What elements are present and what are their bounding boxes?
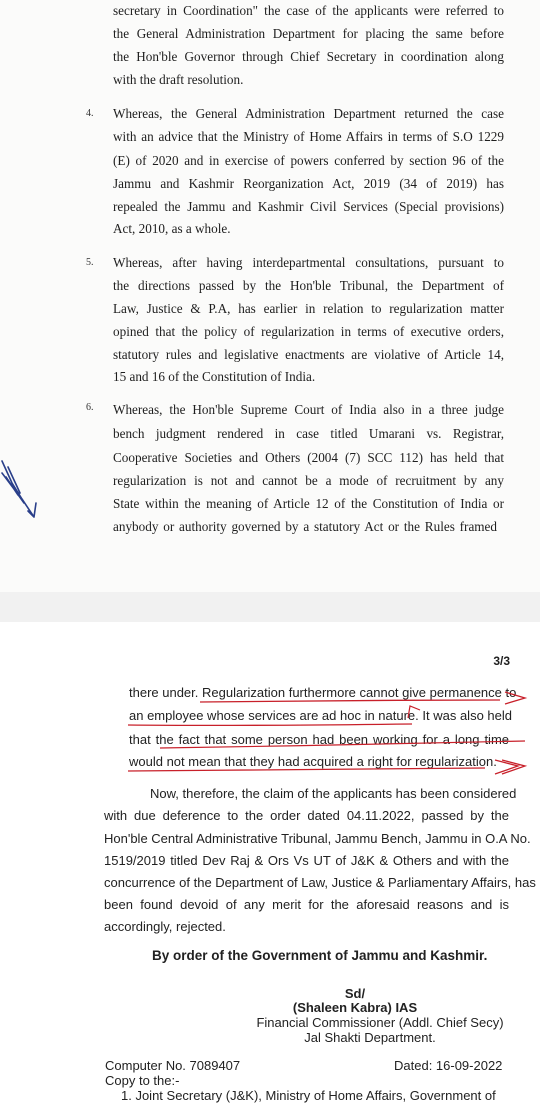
body-line: that the fact that some person had been working for a long time <box>129 732 509 747</box>
document-page-3 <box>0 622 540 1110</box>
body-line: Whereas, the General Administration Department returned the case <box>113 106 504 121</box>
body-line: accordingly, rejected. <box>104 919 226 934</box>
issue-date: Dated: 16-09-2022 <box>394 1058 503 1073</box>
body-line: with an advice that the Ministry of Home Affairs in terms of S.O 1229 <box>113 129 504 144</box>
body-line: 15 and 16 of the Constitution of India. <box>113 369 316 384</box>
paragraph-number: 6. <box>86 402 94 413</box>
body-line: Hon'ble Central Administrative Tribunal, Jammu Bench, Jammu in O.A No. <box>104 831 531 846</box>
paragraph-number: 4. <box>86 108 94 119</box>
body-line: (E) of 2020 and in exercise of powers conferred by section 96 of the <box>113 153 504 168</box>
body-line: with due deference to the order dated 04.11.2022, passed by the <box>104 808 509 823</box>
paragraph-number: 5. <box>86 257 94 268</box>
body-line: Whereas, after having interdepartmental consultations, pursuant to <box>113 255 504 270</box>
body-line: 1519/2019 titled Dev Raj & Ors Vs UT of J&K & Others and with the <box>104 853 509 868</box>
copy-to-heading: Copy to the:- <box>105 1073 180 1088</box>
body-line: been found devoid of any merit for the aforesaid reasons and is <box>104 897 509 912</box>
copy-list-item: 1. Joint Secretary (J&K), Ministry of Home Affairs, Government of <box>121 1088 496 1103</box>
body-line: would not mean that they had acquired a right for regularization. <box>129 754 497 769</box>
order-line: By order of the Government of Jammu and Kashmir. <box>152 948 488 963</box>
body-line: Now, therefore, the claim of the applicants has been considered <box>150 786 517 801</box>
body-line: the General Administration Department for placing the same before <box>113 26 504 41</box>
computer-number: Computer No. 7089407 <box>105 1058 241 1073</box>
body-line: repealed the Jammu and Kashmir Civil Services (Special provisions) <box>113 199 504 214</box>
body-line: bench judgment rendered in case titled Umarani vs. Registrar, <box>113 426 504 441</box>
body-line: Cooperative Societies and Others (2004 (7) SCC 112) has held that <box>113 450 504 465</box>
page-gap <box>0 592 540 622</box>
signature-sd: Sd/ <box>344 986 366 1001</box>
body-line: statutory rules and legislative enactments are violative of Article 14, <box>113 347 504 362</box>
body-line: Law, Justice & P.A, has earlier in relation to regularization matter <box>113 301 504 316</box>
body-line: opined that the policy of regularization in terms of executive orders, <box>113 324 504 339</box>
signatory-designation: Financial Commissioner (Addl. Chief Secy) <box>256 1015 504 1030</box>
signatory-department: Jal Shakti Department. <box>304 1030 436 1045</box>
body-line: with the draft resolution. <box>113 72 244 87</box>
body-line: regularization is not and cannot be a mode of recruitment by any <box>113 473 504 488</box>
body-line: anybody or authority governed by a statutory Act or the Rules framed <box>113 519 497 534</box>
page-number: 3/3 <box>493 654 510 668</box>
body-line: State within the meaning of Article 12 of the Constitution of India or <box>113 496 504 511</box>
body-line: there under. Regularization furthermore cannot give permanence to <box>129 685 517 700</box>
pen-scribble-icon <box>0 455 50 525</box>
body-line: Whereas, the Hon'ble Supreme Court of India also in a three judge <box>113 402 504 417</box>
body-line: secretary in Coordination" the case of the applicants were referred to <box>113 3 504 18</box>
body-line: Act, 2010, as a whole. <box>113 221 231 236</box>
body-line: concurrence of the Department of Law, Justice & Parliamentary Affairs, has <box>104 875 536 890</box>
body-line: the directions passed by the Hon'ble Tribunal, the Department of <box>113 278 504 293</box>
signatory-name: (Shaleen Kabra) IAS <box>292 1000 418 1015</box>
body-line: Jammu and Kashmir Reorganization Act, 2019 (34 of 2019) has <box>113 176 504 191</box>
body-line: the Hon'ble Governor through Chief Secretary in coordination along <box>113 49 504 64</box>
body-line: an employee whose services are ad hoc in nature. It was also held <box>129 708 512 723</box>
